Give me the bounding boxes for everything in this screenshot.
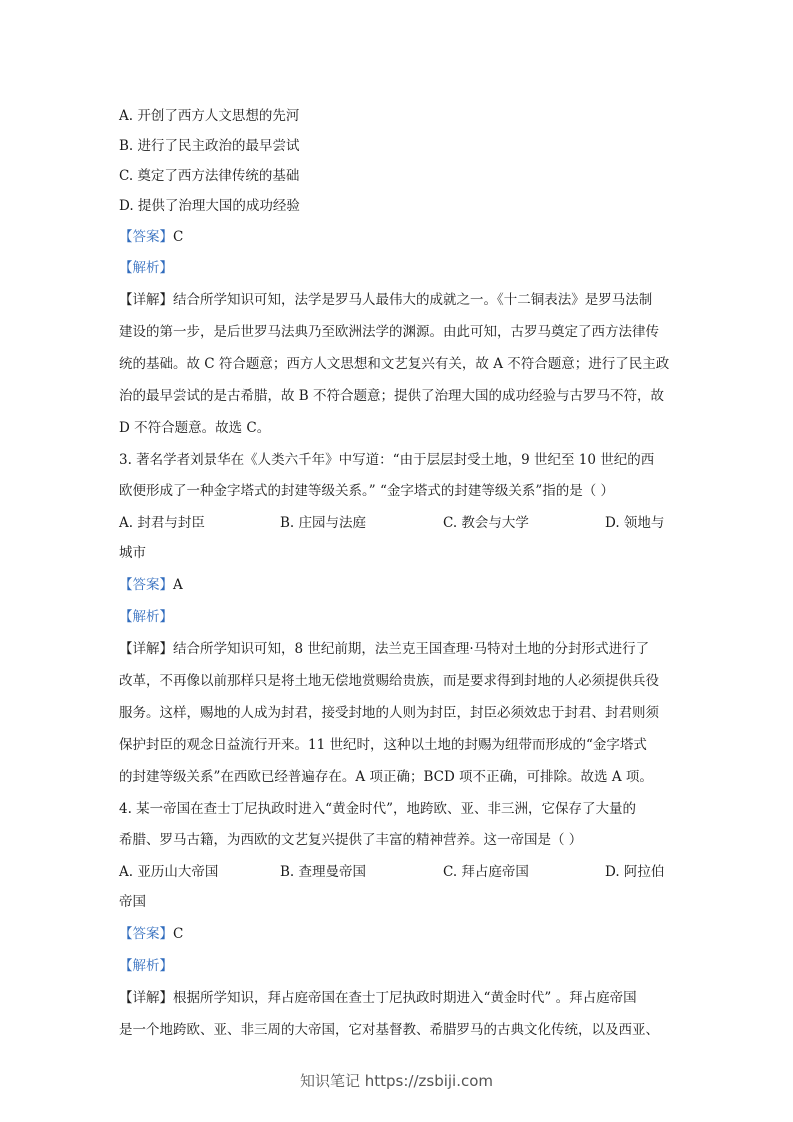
q4-answer xyxy=(119,924,679,944)
q3-detail-line: 保护封臣的观念日益流行开来。11 世纪时，这种以土地的封赐为纽带而形成的“金字塔式 xyxy=(119,737,647,753)
q4-stem-line: 4. 某一帝国在查士丁尼执政时进入“黄金时代”，地跨欧、亚、非三洲，它保存了大量的 xyxy=(119,801,636,817)
q3-detail-line: 的封建等级关系”在西欧已经普遍存在。A 项正确；BCD 项不正确，可排除。故选 A 项。 xyxy=(119,769,653,785)
q3-option-a: A. 封君与封臣 xyxy=(119,515,205,531)
q4-option-a: A. 亚历山大帝国 xyxy=(119,864,219,880)
q4-option-wrap: 帝国 xyxy=(119,894,146,910)
q2-detail-line: 【详解】结合所学知识可知，法学是罗马人最伟大的成就之一。《十二铜表法》是罗马法制 xyxy=(119,292,653,308)
q4-analysis-label: 【解析】 xyxy=(119,958,173,974)
q2-detail-line: 统的基础。故 C 符合题意；西方人文思想和文艺复兴有关，故 A 不符合题意；进行了民主政 xyxy=(119,356,670,372)
answer-value: C xyxy=(173,926,184,942)
q3-stem-line: 3. 著名学者刘景华在《人类六千年》中写道：“由于层层封受土地，9 世纪至 10 世纪的西 xyxy=(119,452,655,468)
q4-stem-line: 希腊、罗马古籍，为西欧的文艺复兴提供了丰富的精神营养。这一帝国是（ ） xyxy=(119,832,583,848)
q2-detail-line: 治的最早尝试的是古希腊，故 B 不符合题意；提供了治理大国的成功经验与古罗马不符，故 xyxy=(119,388,665,404)
answer-value: C xyxy=(173,229,184,245)
q3-answer xyxy=(119,575,679,595)
q3-detail-line: 改革，不再像以前那样只是将土地无偿地赏赐给贵族，而是要求得到封地的人必须提供兵役 xyxy=(119,673,659,689)
q3-option-wrap: 城市 xyxy=(119,545,146,561)
q2-option-a: A. 开创了西方人文思想的先河 xyxy=(119,108,300,124)
q4-detail-line: 【详解】根据所学知识，拜占庭帝国在查士丁尼执政时期进入“黄金时代” 。拜占庭帝国 xyxy=(119,990,637,1006)
q3-detail-line: 【详解】结合所学知识可知，8 世纪前期，法兰克王国查理·马特对土地的分封形式进行了 xyxy=(119,641,650,657)
q3-option-c: C. 教会与大学 xyxy=(443,515,529,531)
q4-option-c: C. 拜占庭帝国 xyxy=(443,864,529,880)
footer-watermark: 知识笔记 https://zsbiji.com xyxy=(299,1072,494,1090)
answer-label: 【答案】 xyxy=(119,229,173,245)
q3-analysis-label: 【解析】 xyxy=(119,609,173,625)
q3-detail-line: 服务。这样，赐地的人成为封君，接受封地的人则为封臣，封臣必须效忠于封君、封君则须 xyxy=(119,705,659,721)
q3-stem-line: 欧便形成了一种金字塔式的封建等级关系。” “金字塔式的封建等级关系”指的是（ ） xyxy=(119,483,615,499)
q4-option-b: B. 查理曼帝国 xyxy=(280,864,367,880)
q4-detail-line: 是一个地跨欧、亚、非三周的大帝国，它对基督教、希腊罗马的古典文化传统，以及西亚、 xyxy=(119,1022,659,1038)
answer-label: 【答案】 xyxy=(119,577,173,593)
q2-detail-line: 建设的第一步，是后世罗马法典乃至欧洲法学的渊源。由此可知，古罗马奠定了西方法律传 xyxy=(119,324,659,340)
q2-answer xyxy=(119,227,679,247)
answer-label: 【答案】 xyxy=(119,926,173,942)
q2-detail-line: D 不符合题意。故选 C。 xyxy=(119,420,271,436)
q3-option-b: B. 庄园与法庭 xyxy=(280,515,367,531)
answer-value: A xyxy=(173,577,183,593)
q2-analysis-label: 【解析】 xyxy=(119,260,173,276)
q2-option-d: D. 提供了治理大国的成功经验 xyxy=(119,198,300,214)
q3-option-d: D. 领地与 xyxy=(605,515,665,531)
q2-option-c: C. 奠定了西方法律传统的基础 xyxy=(119,168,300,184)
q2-option-b: B. 进行了民主政治的最早尝试 xyxy=(119,138,300,154)
q4-option-d: D. 阿拉伯 xyxy=(605,864,665,880)
